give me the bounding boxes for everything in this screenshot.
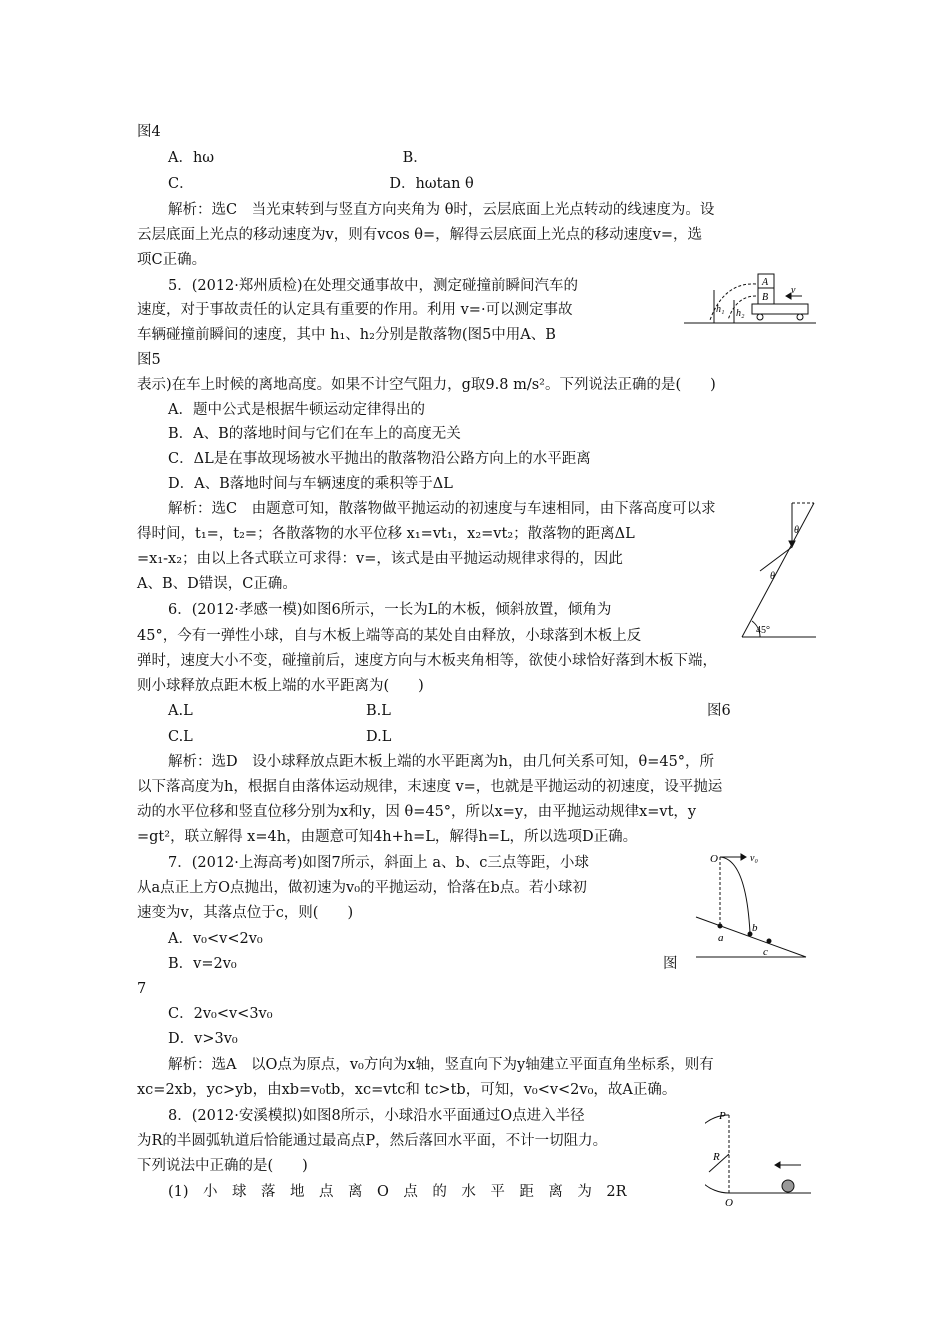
text-line: 7．(2012·上海高考)如图7所示，斜面上 a、b、c三点等距，小球 (168, 855, 589, 871)
text-line: 则小球释放点距木板上端的水平距离为( ) (137, 678, 424, 694)
text-line: 速度，对于事故责任的认定具有重要的作用。利用 v=·可以测定事故 (137, 302, 573, 318)
text-line: A．hω B． (168, 150, 428, 166)
text-line: B．v=2v₀ (168, 956, 237, 972)
figure-5 (680, 268, 820, 338)
text-line: 图6 (707, 703, 731, 719)
fig7-label-b: b (752, 922, 758, 934)
text-line: 云层底面上光点的移动速度为v，则有vcos θ=，解得云层底面上光点的移动速度v=，选 (137, 227, 703, 243)
text-line: 解析：选C 当光束转到与竖直方向夹角为 θ时，云层底面上光点转动的线速度为。设 (168, 202, 715, 218)
text-line: B.L (366, 703, 391, 719)
text-line: D．v>3v₀ (168, 1031, 238, 1047)
figure-8 (705, 1110, 815, 1210)
text-line: (1) 小 球 落 地 点 离 O 点 的 水 平 距 离 为 2R (168, 1184, 627, 1200)
fig5-label-a: A (762, 277, 769, 288)
text-line: C．2v₀<v<3v₀ (168, 1006, 273, 1022)
text-line: C．ΔL是在事故现场被水平抛出的散落物沿公路方向上的水平距离 (168, 451, 591, 467)
text-line: 图 (663, 956, 678, 972)
fig8-label-r: R (713, 1151, 720, 1163)
text-line: D.L (366, 729, 392, 745)
text-line: A.L (168, 703, 193, 719)
text-line: 弹时，速度大小不变，碰撞前后，速度方向与木板夹角相等，欲使小球恰好落到木板下端， (137, 653, 717, 669)
text-line: 6．(2012·孝感一模)如图6所示，一长为L的木板，倾斜放置，倾角为 (168, 602, 612, 618)
fig8-label-o: O (725, 1197, 733, 1209)
text-line: 从a点正上方O点抛出，做初速为v₀的平抛运动，恰落在b点。若小球初 (137, 880, 587, 896)
fig5-label-b: B (762, 292, 769, 303)
text-line: A、B、D错误，C正确。 (137, 576, 297, 592)
text-line: 表示)在车上时候的离地高度。如果不计空气阻力，g取9.8 m/s²。下列说法正确的是( ) (137, 377, 716, 393)
text-line: 动的水平位移和竖直位移分别为x和y，因 θ=45°，所以x=y，由平抛运动规律x=vt，y (137, 804, 697, 820)
text-line: =x₁-x₂；由以上各式联立可求得：v=，该式是由平抛运动规律求得的，因此 (137, 551, 623, 567)
text-line: 图5 (137, 352, 161, 368)
text-line: 解析：选A 以O点为原点，v₀方向为x轴，竖直向下为y轴建立平面直角坐标系，则有 (168, 1057, 714, 1073)
text-line: 解析：选D 设小球释放点距木板上端的水平距离为h，由几何关系可知，θ=45°，所 (168, 754, 715, 770)
fig5-label-v: v (791, 285, 796, 296)
fig6-label-theta-1: θ (794, 525, 799, 536)
fig7-label-a: a (718, 932, 724, 944)
text-line: B．A、B的落地时间与它们在车上的高度无关 (168, 426, 461, 442)
fig7-label-v0: v₀ (750, 853, 758, 864)
text-line: C． D．hωtan θ (168, 176, 474, 192)
text-line: =gt²，联立解得 x=4h，由题意可知4h+h=L，解得h=L，所以选项D正确。 (137, 829, 638, 845)
text-line: C.L (168, 729, 193, 745)
fig7-label-o: O (710, 853, 718, 865)
text-line: 下列说法中正确的是( ) (137, 1158, 308, 1174)
fig7-label-c: c (763, 946, 768, 958)
figure-6 (730, 497, 820, 642)
figure-7 (690, 847, 810, 959)
text-line: 车辆碰撞前瞬间的速度，其中 h₁、h₂分别是散落物(图5中用A、B (137, 327, 556, 343)
text-line: xc=2xb，yc>yb，由xb=v₀tb，xc=vtc和 tc>tb，可知，v₀<v<2v₀，故A正确。 (137, 1082, 677, 1098)
text-line: D．A、B落地时间与车辆速度的乘积等于ΔL (168, 476, 453, 492)
text-line: 45°，今有一弹性小球，自与木板上端等高的某处自由释放，小球落到木板上反 (137, 628, 642, 644)
text-line: 得时间，t₁=，t₂=；各散落物的水平位移 x₁=vt₁，x₂=vt₂；散落物的距离ΔL (137, 526, 635, 542)
fig5-label-h1: h₁ (716, 304, 725, 315)
fig5-label-h2: h₂ (736, 308, 745, 319)
text-line: 速变为v，其落点位于c，则( ) (137, 905, 354, 921)
text-line: 5．(2012·郑州质检)在处理交通事故中，测定碰撞前瞬间汽车的 (168, 278, 579, 294)
text-line: 以下落高度为h，根据自由落体运动规律，末速度 v=，也就是平抛运动的初速度，设平抛运 (137, 779, 723, 795)
fig6-label-theta-2: θ (770, 571, 775, 582)
text-line: A．题中公式是根据牛顿运动定律得出的 (168, 402, 425, 418)
text-line: 8．(2012·安溪模拟)如图8所示，小球沿水平面通过O点进入半径 (168, 1108, 585, 1124)
text-line: 7 (137, 981, 147, 997)
fig6-label-45: 45° (756, 625, 770, 636)
text-line: 图4 (137, 124, 161, 140)
text-line: A．v₀<v<2v₀ (168, 931, 263, 947)
fig8-label-p: P (719, 1110, 726, 1122)
text-line: 解析：选C 由题意可知，散落物做平抛运动的初速度与车速相同，由下落高度可以求 (168, 501, 716, 517)
text-line: 项C正确。 (137, 252, 207, 268)
text-line: 为R的半圆弧轨道后恰能通过最高点P，然后落回水平面，不计一切阻力。 (137, 1133, 608, 1149)
